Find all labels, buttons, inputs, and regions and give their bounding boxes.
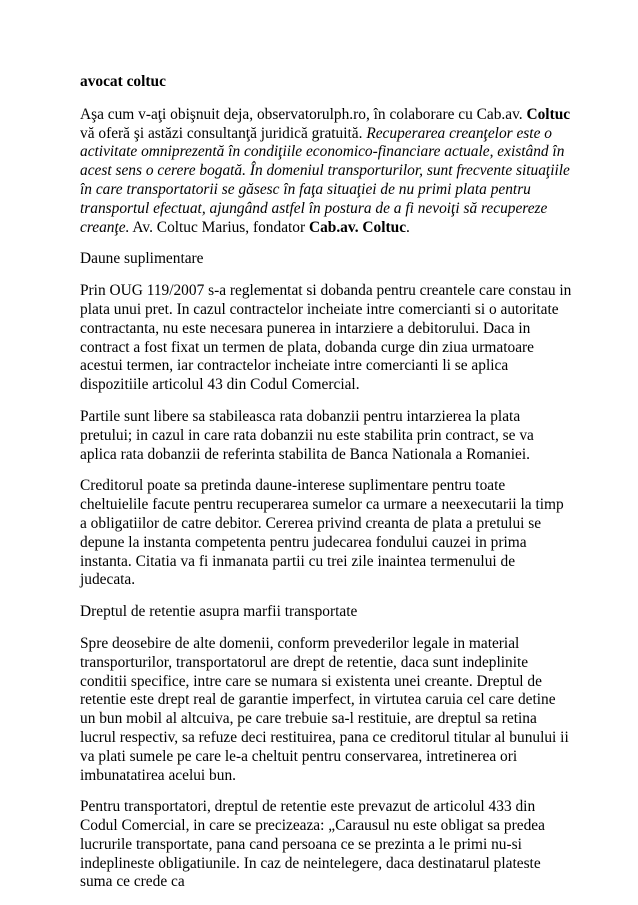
document-body <box>80 73 572 905</box>
intro-text-1: Aşa cum v-aţi obişnuit deja, observatorulph.ro, în colaborare cu Cab.av. <box>80 105 527 123</box>
intro-bold-coltuc: Coltuc <box>526 105 571 123</box>
paragraph-deosebire: Spre deosebire de alte domenii, conform prevederilor legale in material transporturilor, transportatorul are drept de retentie, daca sunt indeplinite conditii specifice, intre care se numara si existenta unei creante. Dreptul de retentie este drept real de garantie imperfect, in virtutea caruia cel care detine un bun mobil al altcuiva, pe care trebuie sa-l restituie, are dreptul sa retina lucrul respectiv, sa refuze deci restituirea, pana ce creditorul titular al bunului ii va plati sumele pe care le-a cheltuit pentru conservarea, intretinerea ori imbunatatirea acelui bun. <box>80 634 569 784</box>
paragraph-transportatori: Pentru transportatori, dreptul de retentie este prevazut de articolul 433 din Codul Comercial, in care se precizeaza: „Carausul nu este obligat sa predea lucrurile transportate, pana cand persoana ce se prezinta a le primi nu-si indeplineste obligatiunile. In caz de neintelegere, daca destinatarul plateste suma ce crede ca <box>80 798 545 891</box>
intro-text-4: . <box>406 218 410 236</box>
paragraph-creditorul: Creditorul poate sa pretinda daune-interese suplimentare pentru toate cheltuielile facute pentru recuperarea sumelor ca urmare a neexecutarii la timp a obligatiilor de catre debitor. Cererea privind creanta de plata a pretului se depune la instanta competenta pentru judecarea fondului cauzei in prima instanta. Citatia va fi inmanata partii cu trei zile inaintea termenului de judecata. <box>80 477 564 589</box>
intro-text-3: Av. Coltuc Marius, fondator <box>129 218 309 236</box>
intro-italic-quote: Recuperarea creanţelor este o activitate omniprezentă în condiţiile economico-financiare actuale, existând în acest sens o cerere bogată. În domeniul transporturilor, sunt frecvente situaţiile în care transportatorii se găsesc în faţa situaţiei de nu primi plata pentru transportul efectuat, ajungând astfel în postura de a fi nevoiţi să recupereze creanţe. <box>80 124 570 236</box>
intro-bold-cabinet: Cab.av. Coltuc <box>308 218 407 236</box>
paragraph-oug: Prin OUG 119/2007 s-a reglementat si dobanda pentru creantele care constau in plata unui pret. In cazul contractelor incheiate intre comercianti si o autoritate contractanta, nu este necesara punerea in intarziere a debitorului. Daca in contract a fost fixat un termen de plata, dobanda curge din ziua urmatoare acestui termen, iar contractelor incheiate intre comercianti li se aplica dispozitiile articolul 43 din Codul Comercial. <box>80 282 572 394</box>
paragraph-partile: Partile sunt libere sa stabileasca rata dobanzii pentru intarzierea la plata pretului; in cazul in care rata dobanzii nu este stabilita prin contract, se va aplica rata dobanzii de referinta stabilita de Banca Nationala a Romaniei. <box>80 407 534 463</box>
intro-text-2: vă oferă şi astăzi consultanţă juridică gratuită. <box>80 124 367 142</box>
section-heading-daune: Daune suplimentare <box>80 250 204 268</box>
intro-paragraph <box>80 106 572 238</box>
section-heading-retentie: Dreptul de retentie asupra marfii transportate <box>80 603 358 621</box>
document-title: avocat coltuc <box>80 73 166 90</box>
